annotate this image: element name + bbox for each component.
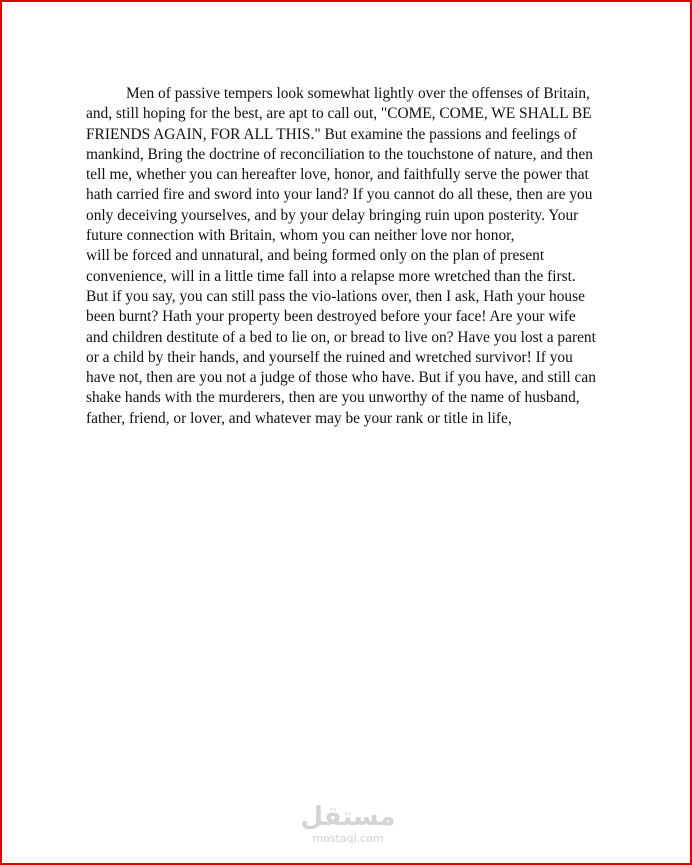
paragraph-line: father, friend, or lover, and whatever may be your rank or title in life, (86, 409, 512, 427)
paragraph-line: shake hands with the murderers, then are you unworthy of the name of husband, (86, 389, 580, 407)
watermark-site: mostaql.com (312, 832, 384, 845)
paragraph-line: or a child by their hands, and yourself the ruined and wretched survivor! If you (86, 348, 573, 366)
paragraph-line: hath carried fire and sword into your land? If you cannot do all these, then are you (86, 186, 593, 204)
paragraph-line: will be forced and unnatural, and being formed only on the plan of present (86, 247, 545, 265)
paragraph-line: FRIENDS AGAIN, FOR ALL THIS." But examine the passions and feelings of (86, 125, 577, 143)
paragraph-line: only deceiving yourselves, and by your delay bringing ruin upon posterity. Your (86, 206, 579, 224)
watermark (300, 802, 396, 852)
paragraph-line: been burnt? Hath your property been destroyed before your face! Are your wife (86, 308, 576, 326)
watermark-logo: مستقل (300, 802, 396, 832)
paragraph-line: and children destitute of a bed to lie on, or bread to live on? Have you lost a parent (86, 328, 596, 346)
body-paragraph (86, 84, 622, 429)
paragraph-line: tell me, whether you can hereafter love, honor, and faithfully serve the power that (86, 166, 589, 184)
paragraph-line: But if you say, you can still pass the vio-lations over, then I ask, Hath your house (86, 287, 585, 305)
paragraph-line: mankind, Bring the doctrine of reconciliation to the touchstone of nature, and then (86, 145, 593, 163)
paragraph-line: have not, then are you not a judge of those who have. But if you have, and still can (86, 369, 596, 387)
paragraph-line: future connection with Britain, whom you can neither love nor honor, (86, 227, 515, 245)
paragraph-line: Men of passive tempers look somewhat lightly over the offenses of Britain, (126, 85, 590, 102)
paragraph-line: convenience, will in a little time fall into a relapse more wretched than the first. (86, 267, 576, 285)
paragraph-line: and, still hoping for the best, are apt to call out, "COME, COME, WE SHALL BE (86, 105, 592, 123)
